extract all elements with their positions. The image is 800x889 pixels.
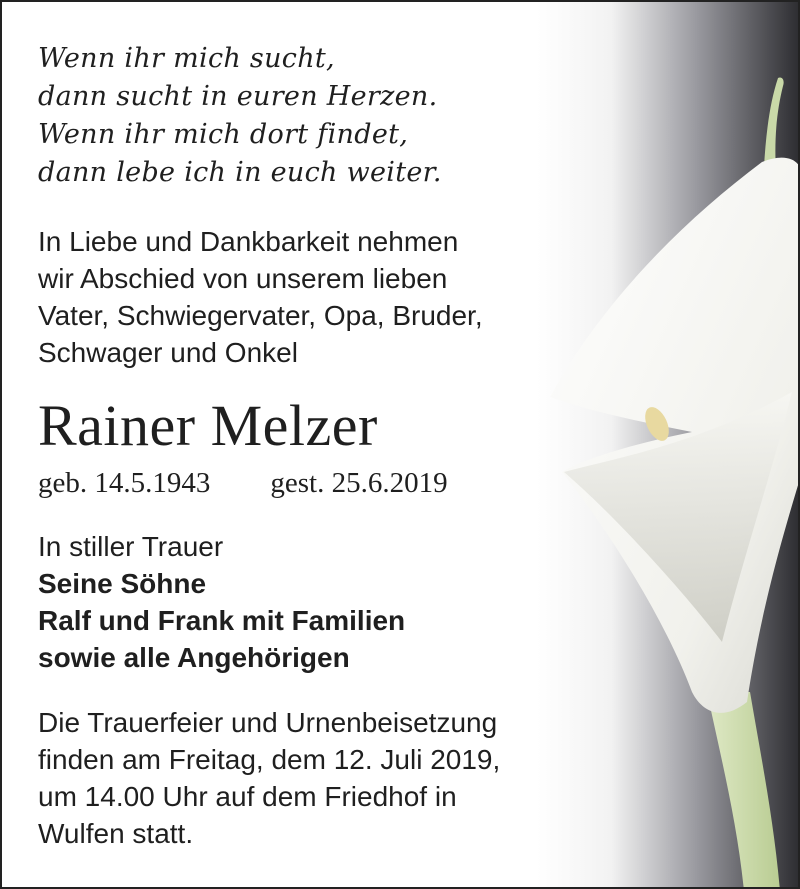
farewell-text: [38, 223, 483, 371]
mourner-line: Ralf und Frank mit Familien: [38, 605, 406, 636]
service-line: Die Trauerfeier und Urnenbeisetzung: [38, 707, 498, 738]
birth-date: geb. 14.5.1943: [38, 467, 211, 499]
life-dates: [38, 465, 448, 501]
poem-line: Wenn ihr mich sucht,: [38, 43, 335, 74]
service-info: [38, 704, 500, 852]
poem-line: dann sucht in euren Herzen.: [38, 81, 438, 112]
service-line: Wulfen statt.: [38, 818, 194, 849]
mourning-heading: In stiller Trauer: [38, 531, 224, 562]
farewell-line: wir Abschied von unserem lieben: [38, 263, 448, 294]
service-line: um 14.00 Uhr auf dem Friedhof in: [38, 781, 457, 812]
service-line: finden am Freitag, dem 12. Juli 2019,: [38, 744, 501, 775]
mourner-line: Seine Söhne: [38, 568, 207, 599]
mourners-block: [38, 528, 405, 676]
deceased-name: Rainer Melzer: [38, 393, 378, 458]
farewell-line: Vater, Schwiegervater, Opa, Bruder,: [38, 300, 483, 331]
memorial-poem: [38, 40, 442, 192]
mourner-line: sowie alle Angehörigen: [38, 642, 350, 673]
poem-line: Wenn ihr mich dort findet,: [38, 119, 409, 150]
poem-line: dann lebe ich in euch weiter.: [38, 157, 442, 188]
death-date: gest. 25.6.2019: [270, 467, 448, 499]
farewell-line: In Liebe und Dankbarkeit nehmen: [38, 226, 459, 257]
farewell-line: Schwager und Onkel: [38, 337, 298, 368]
